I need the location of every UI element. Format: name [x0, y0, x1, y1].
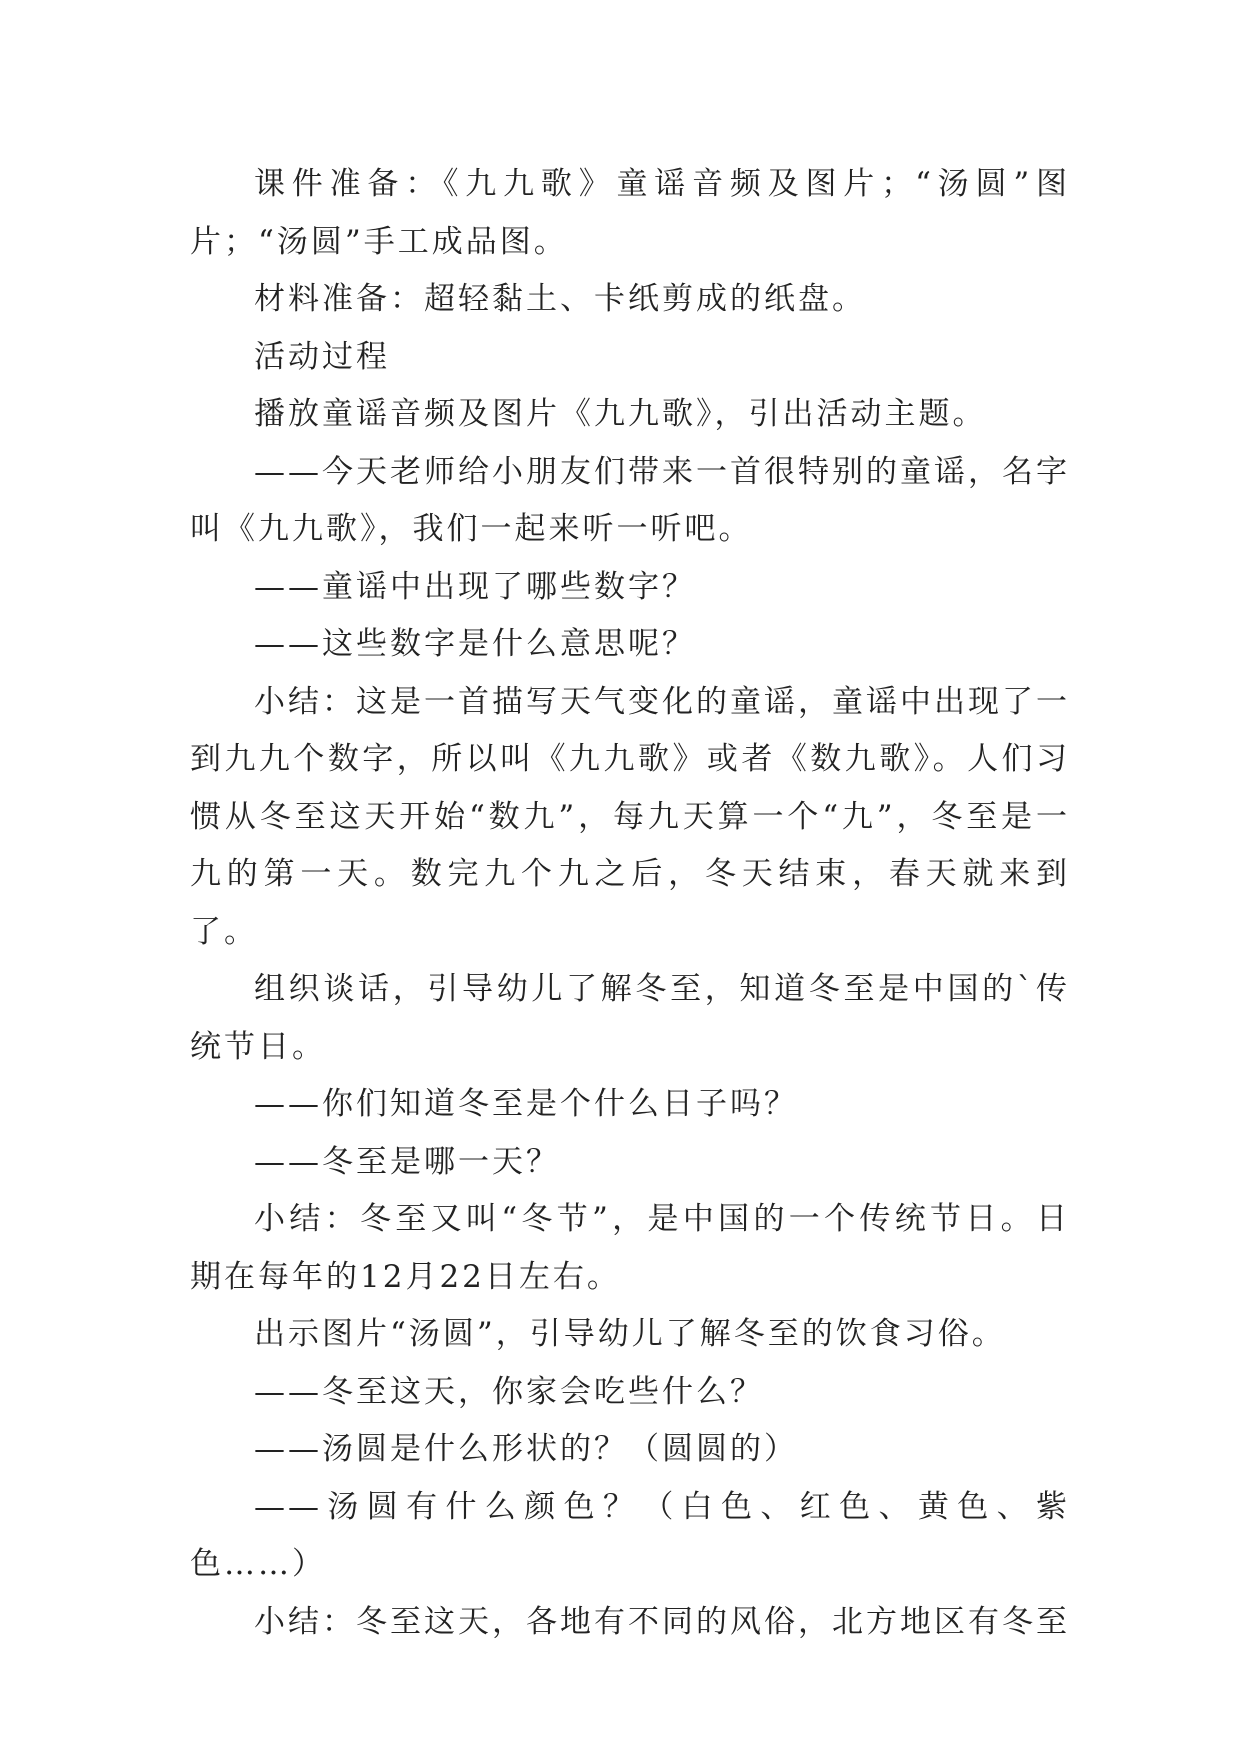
document-body: [190, 156, 1070, 1651]
paragraph-play-song: 播放童谣音频及图片《九九歌》，引出活动主题。: [254, 396, 987, 432]
paragraph-question-which-day: ——冬至是哪一天？: [254, 1143, 560, 1180]
paragraph-courseware-prep: 课件准备：《九九歌》童谣音频及图片；“汤圆”图片；“汤圆”手工成品图。: [190, 166, 1070, 260]
paragraph-summary-song: 小结：这是一首描写天气变化的童谣，童谣中出现了一到九九个数字，所以叫《九九歌》或者《数九歌》。人们习惯从冬至这天开始“数九”，每九天算一个“九”，冬至是一九的第一天。数完九个九之后，冬天结束，春天就来到了。: [190, 683, 1070, 950]
paragraph-question-color: ——汤圆有什么颜色？（白色、红色、黄色、紫色……）: [190, 1488, 1070, 1582]
paragraph-organize-talk: 组织谈话，引导幼儿了解冬至，知道冬至是中国的`传统节日。: [190, 971, 1070, 1065]
paragraph-summary-customs: 小结：冬至这天，各地有不同的风俗，北方地区有冬至: [254, 1603, 1070, 1640]
paragraph-show-tangyuan: 出示图片“汤圆”，引导幼儿了解冬至的饮食习俗。: [254, 1316, 1006, 1352]
paragraph-question-what-day: ——你们知道冬至是个什么日子吗？: [254, 1086, 798, 1122]
paragraph-question-food: ——冬至这天，你家会吃些什么？: [254, 1373, 764, 1410]
paragraph-question-meaning: ——这些数字是什么意思呢？: [254, 626, 696, 662]
paragraph-question-shape: ——汤圆是什么形状的？（圆圆的）: [254, 1431, 798, 1467]
paragraph-summary-winter-solstice: 小结：冬至又叫“冬节”，是中国的一个传统节日。日期在每年的12月22日左右。: [190, 1201, 1070, 1295]
paragraph-question-numbers: ——童谣中出现了哪些数字？: [254, 568, 696, 605]
paragraph-activity-process-heading: 活动过程: [254, 338, 390, 375]
paragraph-teacher-intro: ——今天老师给小朋友们带来一首很特别的童谣，名字叫《九九歌》，我们一起来听一听吧。: [190, 453, 1070, 547]
paragraph-materials-prep: 材料准备：超轻黏土、卡纸剪成的纸盘。: [254, 281, 866, 317]
